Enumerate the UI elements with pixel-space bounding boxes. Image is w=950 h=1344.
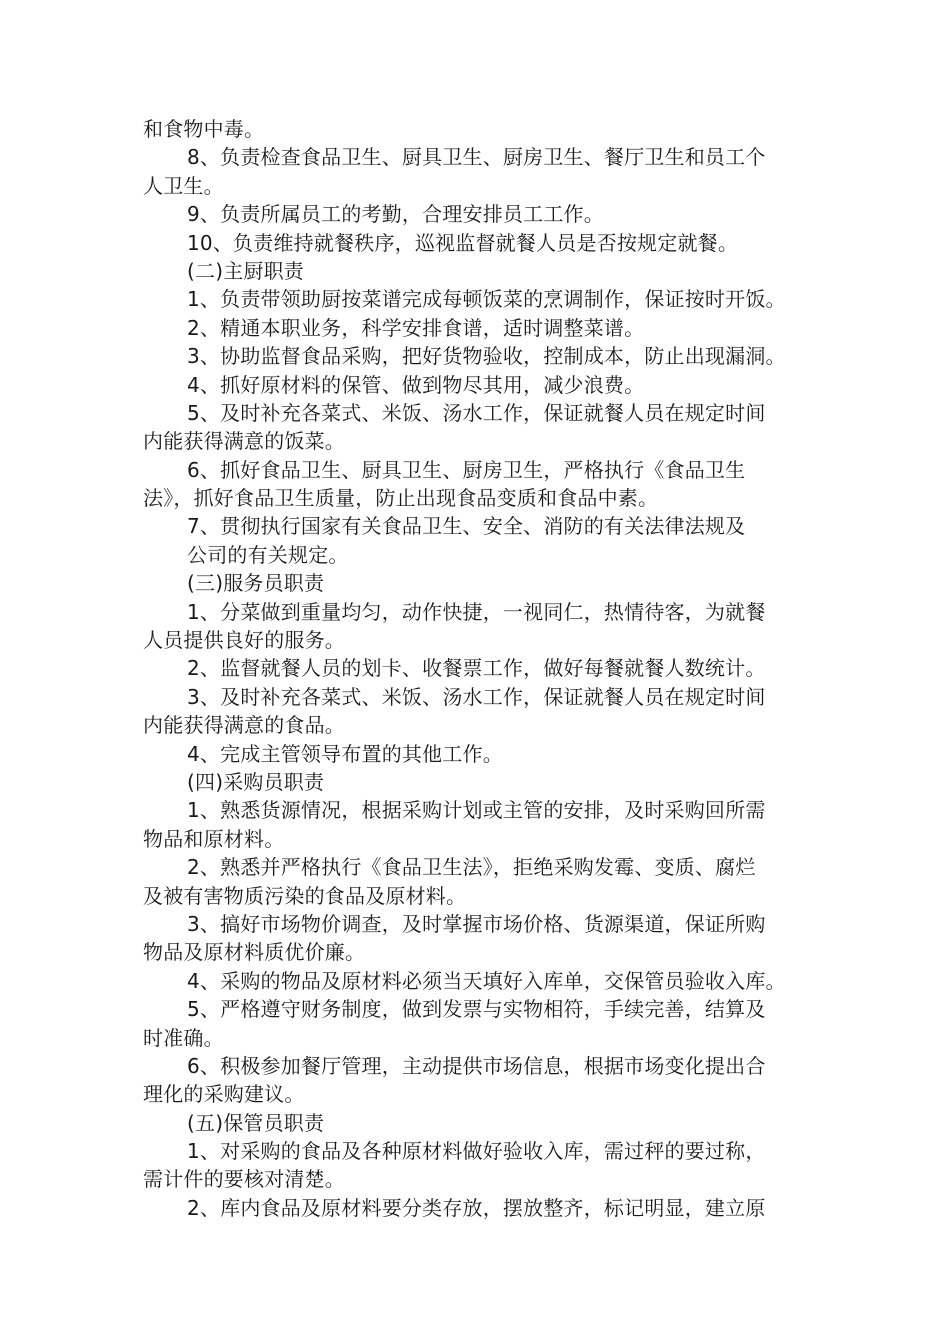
text-line: 时准确。 bbox=[143, 1025, 224, 1050]
text-line: 7、贯彻执行国家有关食品卫生、安全、消防的有关法律法规及 bbox=[187, 514, 746, 539]
text-line: 2、库内食品及原材料要分类存放，摆放整齐，标记明显，建立原 bbox=[187, 1195, 766, 1220]
text-line: 内能获得满意的食品。 bbox=[143, 713, 345, 738]
text-line: 物品及原材料质优价廉。 bbox=[143, 940, 366, 965]
text-line: 6、积极参加餐厅管理，主动提供市场信息，根据市场变化提出合 bbox=[187, 1053, 766, 1078]
text-line: 物品和原材料。 bbox=[143, 826, 285, 851]
text-line: 人员提供良好的服务。 bbox=[143, 628, 345, 653]
text-line: 4、抓好原材料的保管、做到物尽其用，减少浪费。 bbox=[187, 372, 645, 397]
text-line: 2、监督就餐人员的划卡、收餐票工作，做好每餐就餐人数统计。 bbox=[187, 656, 766, 681]
text-line: 1、对采购的食品及各种原材料做好验收入库，需过秤的要过称， bbox=[187, 1139, 766, 1164]
text-line: 3、及时补充各菜式、米饭、汤水工作，保证就餐人员在规定时间 bbox=[187, 684, 766, 709]
text-line: 4、采购的物品及原材料必须当天填好入库单，交保管员验收入库。 bbox=[187, 968, 786, 993]
text-line: 9、负责所属员工的考勤，合理安排员工工作。 bbox=[187, 202, 604, 227]
text-line: 1、分菜做到重量均匀，动作快捷，一视同仁，热情待客，为就餐 bbox=[187, 599, 766, 624]
text-line: 1、负责带领助厨按菜谱完成每顿饭菜的烹调制作，保证按时开饭。 bbox=[187, 287, 786, 312]
text-line: 3、搞好市场物价调查，及时掌握市场价格、货源渠道，保证所购 bbox=[187, 911, 766, 936]
text-line: 4、完成主管领导布置的其他工作。 bbox=[187, 741, 503, 766]
text-line: 2、熟悉并严格执行《食品卫生法》，拒绝采购发霉、变质、腐烂 bbox=[187, 855, 756, 880]
text-line: (五)保管员职责 bbox=[187, 1110, 325, 1135]
text-line: 理化的采购建议。 bbox=[143, 1082, 305, 1107]
document-body bbox=[143, 115, 823, 1222]
text-line: 5、严格遵守财务制度，做到发票与实物相符，手续完善，结算及 bbox=[187, 997, 766, 1022]
text-line: 2、精通本职业务，科学安排食谱，适时调整菜谱。 bbox=[187, 315, 645, 340]
text-line: 8、负责检查食品卫生、厨具卫生、厨房卫生、餐厅卫生和员工个 bbox=[187, 145, 766, 170]
text-line: 人卫生。 bbox=[143, 173, 224, 198]
text-line: 法》，抓好食品卫生质量，防止出现食品变质和食品中素。 bbox=[143, 486, 659, 511]
text-line: (三)服务员职责 bbox=[187, 571, 325, 596]
text-line: 公司的有关规定。 bbox=[187, 542, 349, 567]
text-line: 内能获得满意的饭菜。 bbox=[143, 429, 345, 454]
text-line: 及被有害物质污染的食品及原材料。 bbox=[143, 883, 467, 908]
text-line: (二)主厨职责 bbox=[187, 258, 305, 283]
text-line: 和食物中毒。 bbox=[143, 117, 265, 141]
text-line: 6、抓好食品卫生、厨具卫生、厨房卫生，严格执行《食品卫生 bbox=[187, 457, 746, 482]
text-line: 1、熟悉货源情况，根据采购计划或主管的安排，及时采购回所需 bbox=[187, 798, 766, 823]
text-line: 5、及时补充各菜式、米饭、汤水工作，保证就餐人员在规定时间 bbox=[187, 400, 766, 425]
text-line: 10、负责维持就餐秩序，巡视监督就餐人员是否按规定就餐。 bbox=[187, 230, 739, 255]
text-line: (四)采购员职责 bbox=[187, 769, 325, 794]
text-line: 需计件的要核对清楚。 bbox=[143, 1167, 345, 1192]
text-line: 3、协助监督食品采购，把好货物验收，控制成本，防止出现漏洞。 bbox=[187, 344, 786, 369]
